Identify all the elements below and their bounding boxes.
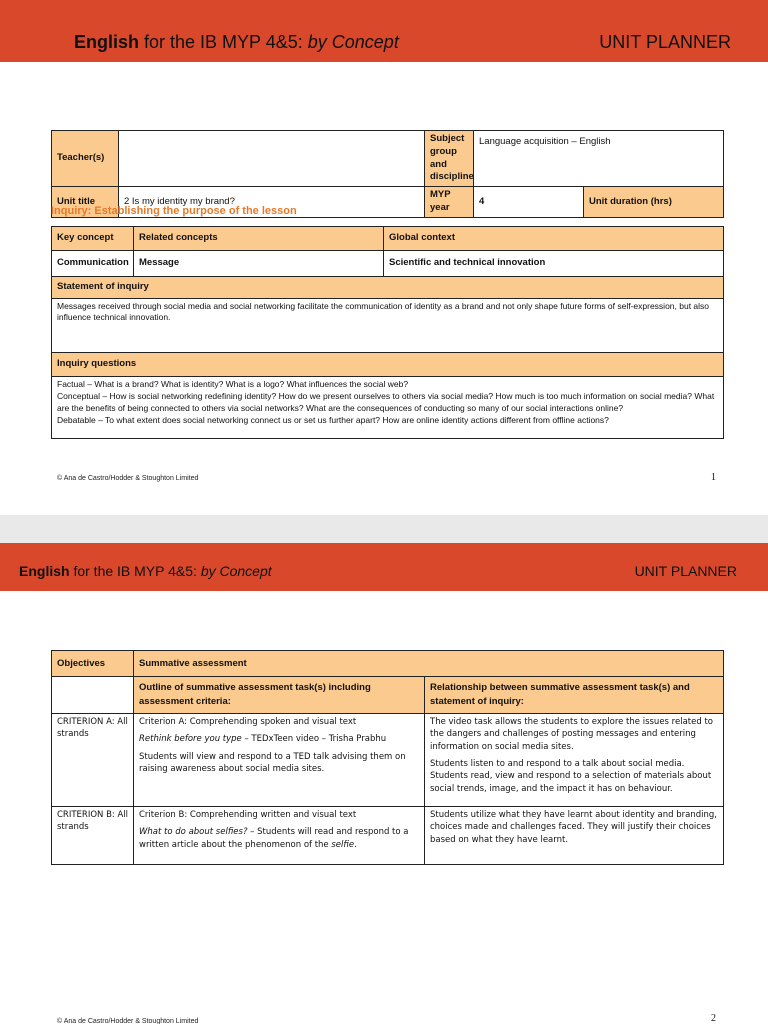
criterion-b-objective: CRITERION B: All strands <box>52 807 134 865</box>
page-number: 1 <box>711 472 716 483</box>
header-title-mid: for the IB MYP 4&5: <box>139 32 308 52</box>
copyright-footer: © Ana de Castro/Hodder & Stoughton Limited <box>57 475 199 482</box>
criterion-a-title: Criterion A: Comprehending spoken and visual text <box>139 717 357 727</box>
criterion-b-selfie: selfie <box>331 839 355 850</box>
criterion-b-relationship-1: Students utilize what they have learnt about identity and branding, choices made and challenges faced. They will justify their choices based on what they have learnt. <box>430 810 717 845</box>
criterion-a-description: Students will view and respond to a TED talk advising them on raising awareness about social media sites. <box>139 751 406 774</box>
related-concepts-label: Related concepts <box>134 227 384 251</box>
key-concept-label: Key concept <box>52 227 134 251</box>
criterion-b-relationship <box>425 807 724 865</box>
unit-title-value: 2 Is my identity my brand? <box>119 187 425 218</box>
criterion-a-relationship-1: The video task allows the students to explore the issues related to the dangers and challenges of posting messages and entering information on social media sites. <box>430 717 713 752</box>
duration-label: Unit duration (hrs) <box>584 187 724 218</box>
header-title <box>74 32 399 53</box>
teacher-label: Teacher(s) <box>52 131 119 187</box>
related-concepts-value: Message <box>134 251 384 277</box>
conceptual-question: Conceptual – How is social networking redefining identity? How do we present ourselves to others via social media? How much is too much information on social media? What are the benefits of being connected to others via social networks? What are the consequences of conducting so many of our social interactions online? <box>57 390 715 413</box>
myp-year-label: MYP year <box>425 187 474 218</box>
global-context-value: Scientific and technical innovation <box>384 251 724 277</box>
criterion-b-end: . <box>354 839 357 850</box>
criterion-a-relationship-2: Students listen to and respond to a talk about social media. Students read, view and respond to a selection of materials about social trends, image, and the impact it has on behaviour. <box>430 758 712 794</box>
page-number: 2 <box>711 1013 716 1024</box>
myp-year-value: 4 <box>474 187 584 218</box>
criterion-b-description <box>139 826 419 851</box>
page-2 <box>0 543 768 1024</box>
criterion-a-source-title: Rethink before you type <box>139 734 242 745</box>
objectives-label: Objectives <box>52 651 134 677</box>
outline-label: Outline of summative assessment task(s) including assessment criteria: <box>134 677 425 714</box>
subject-label: Subject group and discipline <box>425 131 474 187</box>
criterion-b-title: Criterion B: Comprehending written and visual text <box>139 810 357 820</box>
summative-label: Summative assessment <box>134 651 724 677</box>
copyright-footer: © Ana de Castro/Hodder & Stoughton Limited <box>57 1018 199 1024</box>
statement-of-inquiry: Messages received through social media and social networking facilitate the communication of identity as a brand and not only shape future forms of self-expression, but also influence technical innovation. <box>52 299 724 353</box>
criterion-b-source-title: What to do about selfies? <box>139 827 248 838</box>
header-unit-planner: UNIT PLANNER <box>634 563 737 579</box>
header-title-mid: for the IB MYP 4&5: <box>69 563 201 579</box>
header-title-italic: by Concept <box>200 563 272 579</box>
debatable-question: Debatable – To what extent does social networking connect us or set us further apart? How are online identity actions different from offline actions? <box>57 414 609 425</box>
factual-question: Factual – What is a brand? What is identity? What is a logo? What influences the social web? <box>57 379 409 389</box>
header-title <box>19 563 272 579</box>
criterion-b-source-rest: – Students will read and respond to a written article about the phenomenon of the <box>139 827 409 850</box>
header-banner <box>0 0 768 62</box>
relationship-label: Relationship between summative assessment task(s) and statement of inquiry: <box>425 677 724 714</box>
inquiry-questions <box>52 377 724 439</box>
criterion-a-objective: CRITERION A: All strands <box>52 714 134 807</box>
unit-title-label: Unit title <box>52 187 119 218</box>
criterion-b-task <box>134 807 425 865</box>
inquiry-questions-label: Inquiry questions <box>52 353 724 377</box>
criterion-a-task <box>134 714 425 807</box>
header-brand: English <box>74 32 140 52</box>
global-context-label: Global context <box>384 227 724 251</box>
header-brand: English <box>19 563 70 579</box>
header-title-italic: by Concept <box>307 32 399 52</box>
inquiry-heading: Inquiry: Establishing the purpose of the lesson <box>51 205 297 217</box>
inquiry-table <box>51 226 724 439</box>
header-unit-planner: UNIT PLANNER <box>599 32 731 52</box>
statement-label: Statement of inquiry <box>52 277 724 299</box>
assessment-table <box>51 650 724 865</box>
criterion-a-source <box>139 733 419 745</box>
empty-cell <box>52 677 134 714</box>
subject-value: Language acquisition – English <box>474 131 724 187</box>
criterion-a-source-rest: – TEDxTeen video – Trisha Prabhu <box>241 734 387 745</box>
teacher-value <box>119 131 425 187</box>
header-banner <box>0 543 768 591</box>
key-concept-value: Communication <box>52 251 134 277</box>
criterion-a-relationship <box>425 714 724 807</box>
